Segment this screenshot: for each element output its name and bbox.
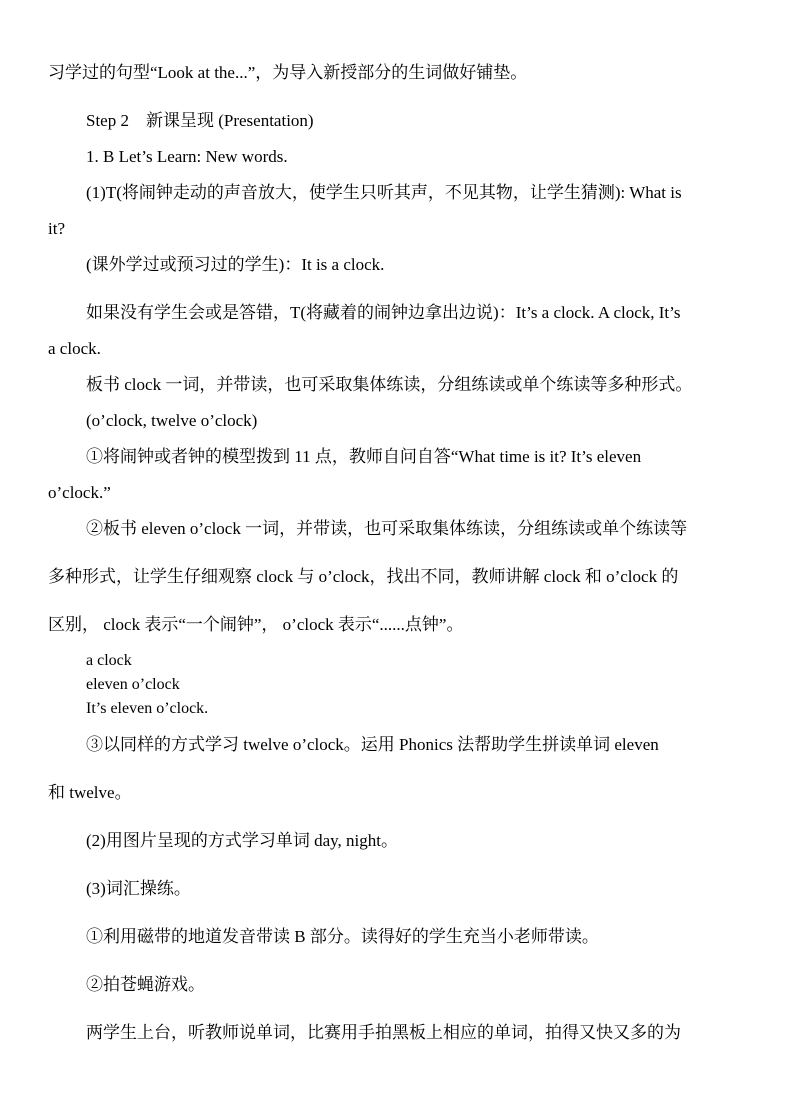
text-line-25: 两学生上台，听教师说单词，比赛用手拍黑板上相应的单词，拍得又快又多的为 [86, 1023, 681, 1042]
text-line-8: a clock. [48, 339, 101, 358]
text-line-22: (3)词汇操练。 [86, 879, 191, 898]
text-line-23: ①利用磁带的地道发音带读 B 部分。读得好的学生充当小老师带读。 [86, 927, 599, 946]
example-line-3: It’s eleven o’clock. [86, 700, 209, 717]
text-line-5: it? [48, 219, 65, 238]
text-line-20: 和 twelve。 [48, 783, 132, 802]
step-2-heading: Step 2 新课呈现 (Presentation) [86, 111, 314, 130]
example-line-1: a clock [86, 652, 132, 669]
text-line-3: 1. B Let’s Learn: New words. [86, 147, 288, 166]
text-line-4: (1)T(将闹钟走动的声音放大，使学生只听其声，不见其物，让学生猜测): What is [86, 183, 682, 202]
text-line-7: 如果没有学生会或是答错，T(将藏着的闹钟边拿出边说)：It’s a clock. A clock, It’s [86, 303, 681, 322]
text-line-15: 区别， clock 表示“一个闹钟”， o’clock 表示“......点钟”。 [48, 615, 464, 634]
text-line-6: (课外学过或预习过的学生)：It is a clock. [86, 255, 385, 274]
text-line-21: (2)用图片呈现的方式学习单词 day, night。 [86, 831, 398, 850]
text-line-12: o’clock.” [48, 483, 111, 502]
text-line-11: ①将闹钟或者钟的模型拨到 11 点，教师自问自答“What time is it? It’s eleven [86, 447, 642, 466]
text-line-24: ②拍苍蝇游戏。 [86, 975, 205, 994]
text-line-10: (o’clock, twelve o’clock) [86, 411, 258, 430]
text-line-9: 板书 clock 一词，并带读，也可采取集体练读，分组练读或单个练读等多种形式。 [86, 375, 693, 394]
text-line-14: 多种形式，让学生仔细观察 clock 与 o’clock，找出不同，教师讲解 clock 和 o’clock 的 [48, 567, 679, 586]
text-line-1: 习学过的句型“Look at the...”，为导入新授部分的生词做好铺垫。 [48, 63, 528, 82]
text-line-19: ③以同样的方式学习 twelve o’clock。运用 Phonics 法帮助学生拼读单词 eleven [86, 735, 659, 754]
example-line-2: eleven o’clock [86, 676, 180, 693]
text-line-13: ②板书 eleven o’clock 一词，并带读，也可采取集体练读，分组练读或单个练读等 [86, 519, 688, 538]
